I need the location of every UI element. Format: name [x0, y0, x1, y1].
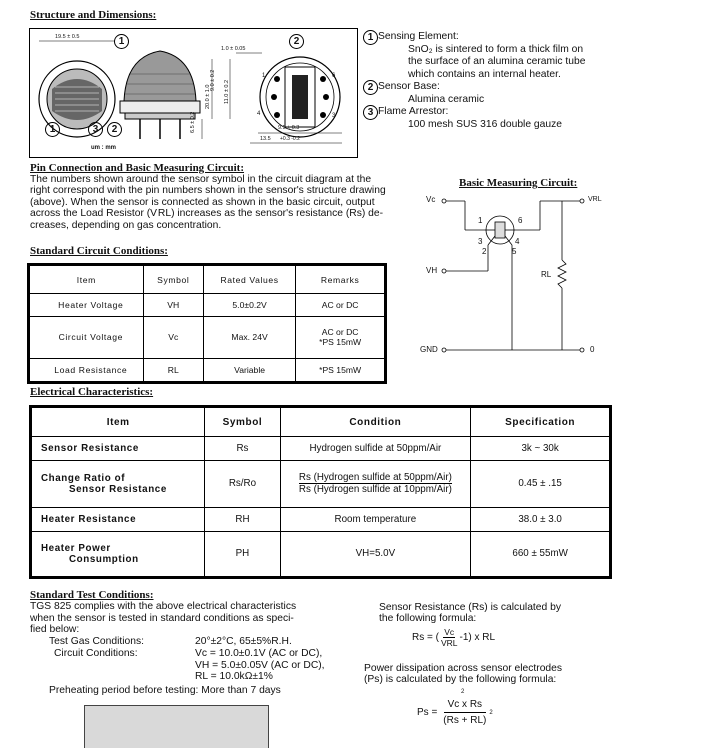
text-line: fied below: [30, 624, 80, 636]
callout-2: 2 [289, 34, 304, 49]
text-line: creases, depending on gas concentration. [30, 219, 222, 231]
col-header: Specification [471, 408, 610, 437]
text-line: TGS 825 complies with the above electrical characteristics [30, 601, 297, 612]
legend-desc: 100 mesh SUS 316 double gauze [408, 118, 562, 130]
cell-item: Load Resistance [30, 359, 144, 382]
preheat-text: Preheating period before testing: More than 7 days [49, 684, 281, 696]
dim-label: 11.0 ± 0.2 [224, 79, 230, 104]
rs-formula [412, 627, 495, 648]
legend-title: Sensing Element: [378, 31, 459, 42]
cell-symbol: Rs/Ro [205, 460, 280, 507]
cell-value: Max. 24V [203, 316, 295, 359]
pin-number: 6 [332, 73, 336, 79]
gnd-label: GND [420, 345, 438, 354]
cell-remarks [296, 316, 385, 359]
legend-desc: which contains an internal heater. [408, 68, 561, 80]
cell-item [32, 531, 205, 576]
cell-condition [280, 460, 471, 507]
legend-title: Flame Arrestor: [378, 106, 449, 117]
gas-label: Test Gas Conditions: [49, 636, 145, 648]
cell-symbol: RL [143, 359, 203, 382]
remarks-line: AC or DC [321, 327, 359, 338]
circuit-pin: 2 [482, 247, 487, 256]
condition-line: Rs (Hydrogen sulfide at 50ppm/Air) [298, 472, 452, 484]
callout-3: 3 [88, 122, 103, 137]
text-line: Vc = 10.0±0.1V (AC or DC), [195, 647, 323, 659]
circuit-pin: 1 [478, 216, 483, 225]
cell-value: Variable [203, 359, 295, 382]
circuit-pin: 6 [518, 216, 523, 225]
table-row [32, 507, 610, 531]
ps-exponent: 2 [461, 689, 465, 695]
dim-label: 9.0 ± 0.2 [210, 69, 216, 91]
table-row [32, 531, 610, 576]
circuit-values [195, 648, 325, 683]
circuit-pin: 5 [512, 247, 517, 256]
pin-connection-heading: Pin Connection and Basic Measuring Circuit: [30, 162, 245, 174]
dim-label: 19.5 ± 0.5 [55, 34, 80, 40]
formula-rhs: -1) x RL [459, 632, 496, 643]
gas-value: 20°±2°C, 65±5%R.H. [195, 636, 292, 648]
text-line: right correspond with the pin numbers shown in the sensor's structure drawing [30, 185, 386, 197]
legend-desc: the surface of an alumina ceramic tube [408, 56, 586, 67]
table-row [32, 437, 610, 461]
cell-symbol: RH [205, 507, 280, 531]
cell-item: Sensor Resistance [32, 437, 205, 461]
cell-spec: 0.45 ± .15 [471, 460, 610, 507]
cell-item [32, 460, 205, 507]
cell-item: Heater Voltage [30, 294, 144, 317]
cell-value: 5.0±0.2V [203, 294, 295, 317]
dim-label: 1.0 ± 0.05 [221, 46, 246, 52]
dim-label: +0.3 -0.2 [280, 136, 300, 142]
vrl-label: VRL [588, 196, 602, 203]
formula-denominator: (Rs + RL) [443, 715, 487, 726]
cell-spec: 3k ~ 30k [471, 437, 610, 461]
item-line: Heater Power [41, 542, 111, 554]
std-test-heading: Standard Test Conditions: [30, 589, 154, 601]
dim-label: 9.5 ± 0.3 [278, 125, 300, 131]
circuit-diagram [420, 190, 620, 365]
col-header: Symbol [143, 266, 203, 294]
legend-desc: SnO₂ is sintered to form a thick film on [408, 43, 584, 55]
structure-drawing [29, 28, 358, 158]
structure-heading: Structure and Dimensions: [30, 9, 157, 21]
remarks-line: *PS 15mW [319, 337, 362, 348]
cell-symbol: VH [143, 294, 203, 317]
callout-1: 1 [114, 34, 129, 49]
col-header: Remarks [296, 266, 385, 294]
cell-symbol: Rs [205, 437, 280, 461]
text-line: VH = 5.0±0.05V (AC or DC), [195, 659, 325, 671]
cell-item: Circuit Voltage [30, 316, 144, 359]
text-line: Sensor Resistance (Rs) is calculated by [379, 602, 561, 613]
electrical-heading: Electrical Characteristics: [30, 386, 154, 398]
formula-lhs: Ps = [417, 707, 438, 718]
std-circuit-table [27, 263, 387, 384]
cell-symbol: PH [205, 531, 280, 576]
text-line: The numbers shown around the sensor symbol in the circuit diagram at the [30, 174, 372, 185]
legend-item [363, 31, 708, 81]
pin-number: 1 [262, 73, 266, 79]
legend-item [363, 81, 708, 106]
formula-numerator: Vc [444, 627, 455, 637]
zero-label: 0 [590, 345, 595, 354]
text-line: Power dissipation across sensor electrodes [364, 663, 563, 674]
text-line: (Ps) is calculated by the following formula: [364, 674, 557, 686]
dim-label: 20.0 ± 1.0 [205, 84, 211, 109]
cell-symbol: Vc [143, 316, 203, 359]
electrical-table [29, 405, 612, 579]
pin-connection-text [30, 174, 410, 231]
text-line: across the Load Resistor (V RL) increases as the sensor's resistance (Rs) de- [30, 208, 384, 220]
table-row [32, 460, 610, 507]
circuit-label: Circuit Conditions: [54, 647, 138, 659]
circuit-pin: 3 [478, 237, 483, 246]
table-row [30, 294, 385, 317]
text-line: when the sensor is tested in standard conditions as speci- [30, 612, 294, 624]
vh-label: VH [426, 266, 438, 275]
item-line: Sensor Resistance [69, 483, 167, 495]
structure-legend [363, 31, 708, 131]
gray-panel [84, 705, 269, 748]
cell-remarks: AC or DC [296, 294, 385, 317]
cell-condition: Room temperature [280, 507, 471, 531]
circuit-heading: Basic Measuring Circuit: [459, 177, 578, 189]
legend-number: 3 [363, 105, 378, 120]
dim-label: 13.5 [260, 136, 271, 142]
col-header: Item [30, 266, 144, 294]
col-header: Symbol [205, 408, 280, 437]
cell-condition: Hydrogen sulfide at 50ppm/Air [280, 437, 471, 461]
pin-number: 4 [257, 111, 261, 117]
formula-lhs: Rs = ( [412, 632, 439, 643]
circuit-pin: 4 [515, 237, 520, 246]
legend-desc: Alumina ceramic [408, 93, 485, 105]
condition-line: Rs (Hydrogen sulfide at 10ppm/Air) [298, 484, 452, 496]
table-row [30, 316, 385, 359]
formula-denominator: VRL [440, 638, 458, 648]
structure-drawing-svg [30, 29, 357, 157]
rs-intro [379, 602, 699, 625]
dim-label: 6.5 ± 0.2 [190, 111, 196, 133]
col-header: Condition [280, 408, 471, 437]
legend-number: 2 [363, 80, 378, 95]
units-label: um : mm [91, 145, 117, 151]
text-line: (above). When the sensor is connected as shown in the basic circuit, output [30, 196, 375, 208]
legend-item [363, 106, 708, 131]
vc-label: Vc [426, 195, 436, 204]
cell-spec: 38.0 ± 3.0 [471, 507, 610, 531]
std-test-text [30, 601, 360, 697]
legend-number: 1 [363, 30, 378, 45]
cell-remarks: *PS 15mW [296, 359, 385, 382]
cell-condition: VH=5.0V [280, 531, 471, 576]
item-line: Change Ratio of [41, 472, 126, 484]
formula-numerator: Vc x Rs [444, 699, 486, 713]
pin-number: 3 [332, 113, 336, 119]
ps-formula [417, 699, 493, 726]
callout-2: 2 [107, 122, 122, 137]
ps-intro [364, 663, 704, 686]
std-circuit-heading: Standard Circuit Conditions: [30, 245, 168, 257]
ps-exponent: 2 [489, 709, 493, 716]
rl-label: RL [541, 270, 552, 279]
col-header: Item [32, 408, 205, 437]
text-line: the following formula: [379, 613, 477, 625]
cell-item: Heater Resistance [32, 507, 205, 531]
callout-1: 1 [45, 122, 60, 137]
item-line: Consumption [69, 553, 139, 565]
legend-title: Sensor Base: [378, 81, 440, 92]
cell-spec: 660 ± 55mW [471, 531, 610, 576]
table-row [30, 359, 385, 382]
text-line: RL = 10.0kΩ±1% [195, 671, 273, 683]
col-header: Rated Values [203, 266, 295, 294]
